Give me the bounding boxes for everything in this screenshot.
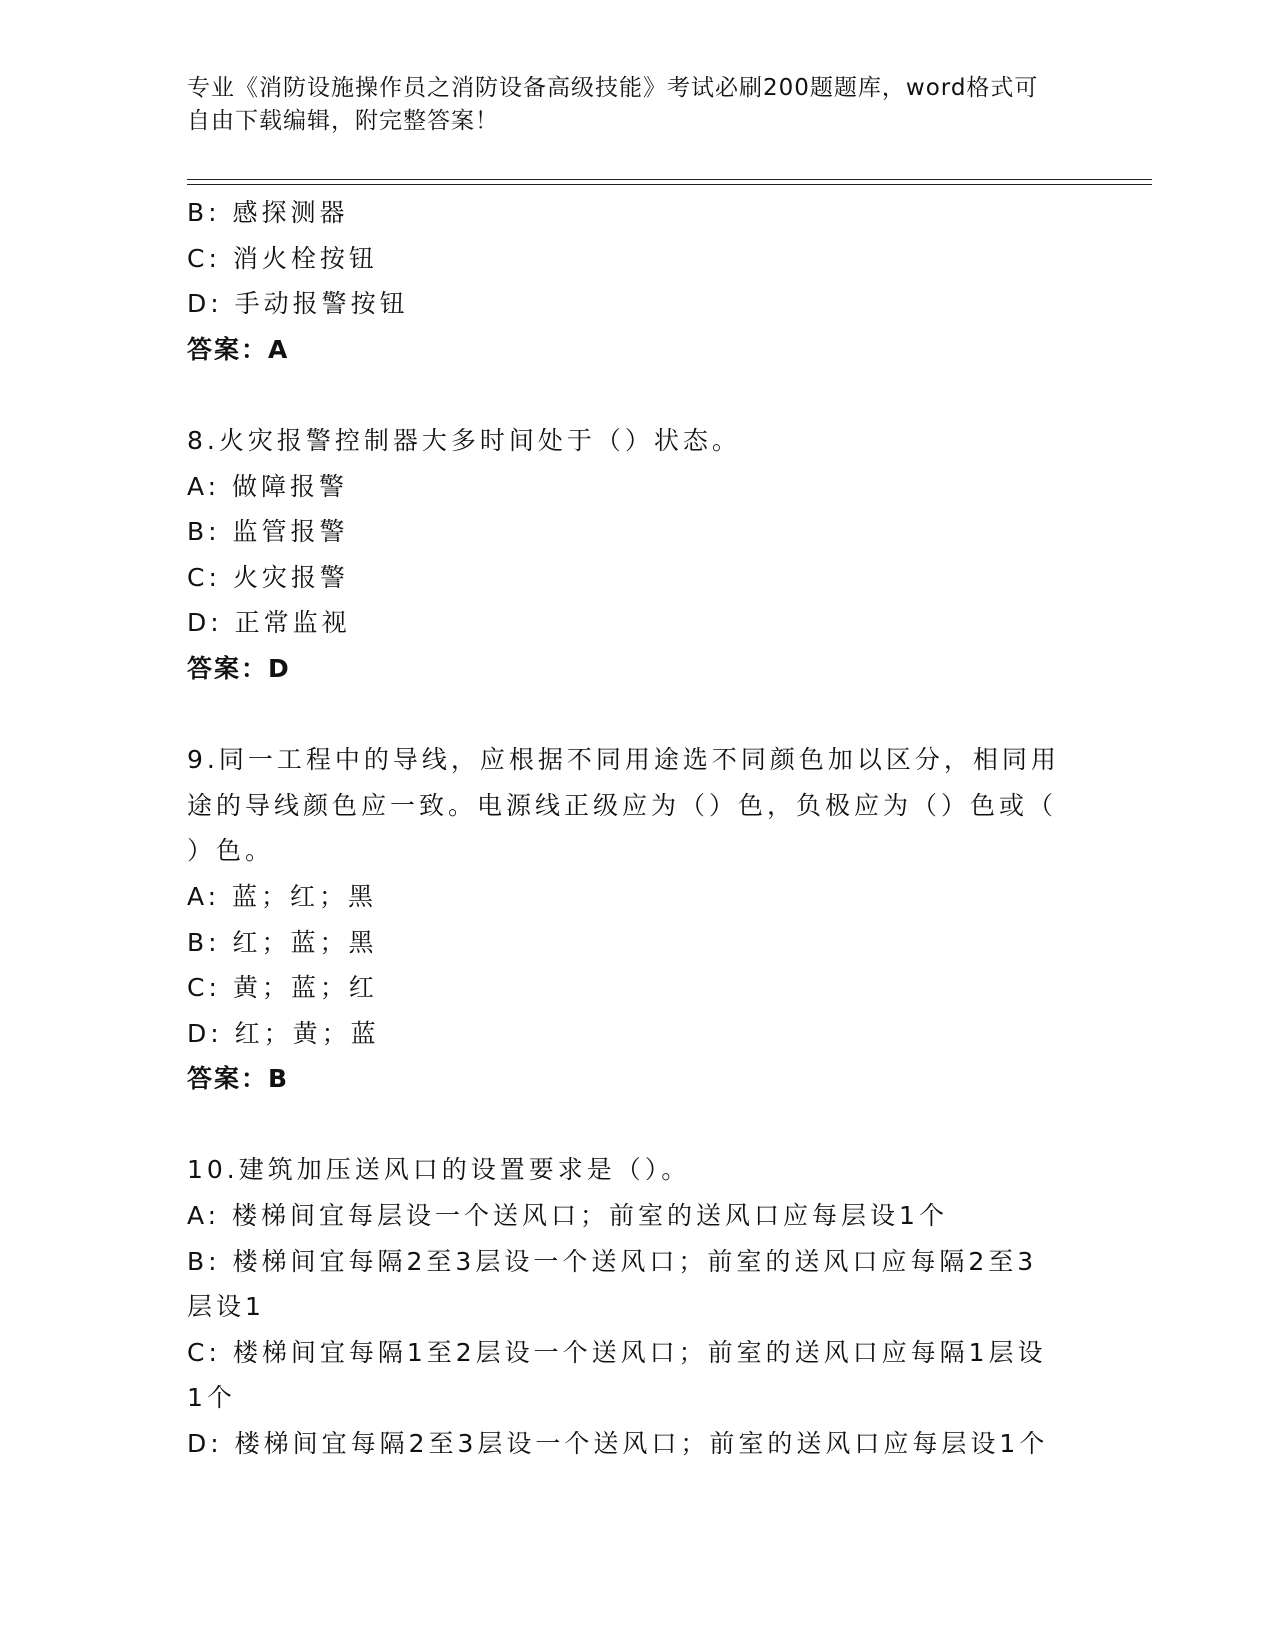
question-text: 8.火灾报警控制器大多时间处于（）状态。 <box>187 425 741 455</box>
option-b-continued: 层设1 <box>187 1292 265 1322</box>
question-block-8 <box>187 418 1087 692</box>
option-c-continued: 1个 <box>187 1383 236 1413</box>
spacer <box>187 372 1087 418</box>
question-text: 途的导线颜色应一致。电源线正级应为（）色，负极应为（）色或（ <box>187 790 1058 820</box>
answer-line: 答案：B <box>187 1064 290 1094</box>
spacer <box>187 692 1087 738</box>
header-divider <box>187 179 1152 180</box>
header-divider <box>187 184 1152 185</box>
option-d: D: 楼梯间宜每隔2至3层设一个送风口；前室的送风口应每层设1个 <box>187 1429 1049 1459</box>
question-block-10 <box>187 1147 1087 1466</box>
option-a: A: 楼梯间宜每层设一个送风口；前室的送风口应每层设1个 <box>187 1201 948 1231</box>
spacer <box>187 1102 1087 1148</box>
header-line: 专业《消防设施操作员之消防设备高级技能》考试必刷200题题库，word格式可 <box>187 75 1039 101</box>
option-b: B: 感探测器 <box>187 198 349 227</box>
option-c: C: 火灾报警 <box>187 562 349 592</box>
question-block-7 <box>187 190 1087 372</box>
option-c: C: 楼梯间宜每隔1至2层设一个送风口；前室的送风口应每隔1层设 <box>187 1337 1047 1367</box>
question-text: 9.同一工程中的导线，应根据不同用途选不同颜色加以区分，相同用 <box>187 745 1060 775</box>
option-d: D: 正常监视 <box>187 608 351 638</box>
option-d: D: 红；黄；蓝 <box>187 1018 380 1048</box>
question-text: 10.建筑加压送风口的设置要求是（）。 <box>187 1155 691 1185</box>
option-b: B: 楼梯间宜每隔2至3层设一个送风口；前室的送风口应每隔2至3 <box>187 1246 1038 1276</box>
question-block-9 <box>187 737 1087 1102</box>
option-c: C: 黄；蓝；红 <box>187 973 378 1003</box>
option-a: A: 蓝；红；黑 <box>187 881 378 911</box>
option-b: B: 红；蓝；黑 <box>187 927 378 957</box>
option-b: B: 监管报警 <box>187 517 349 547</box>
option-a: A: 做障报警 <box>187 471 349 501</box>
option-d: D: 手动报警按钮 <box>187 289 409 319</box>
answer-line: 答案：D <box>187 653 291 683</box>
header-line: 自由下载编辑，附完整答案！ <box>187 108 499 134</box>
document-header <box>187 72 1067 138</box>
question-text: ）色。 <box>187 836 275 866</box>
answer-line: 答案：A <box>187 334 290 364</box>
option-c: C: 消火栓按钮 <box>187 243 378 273</box>
question-content <box>187 190 1087 1467</box>
